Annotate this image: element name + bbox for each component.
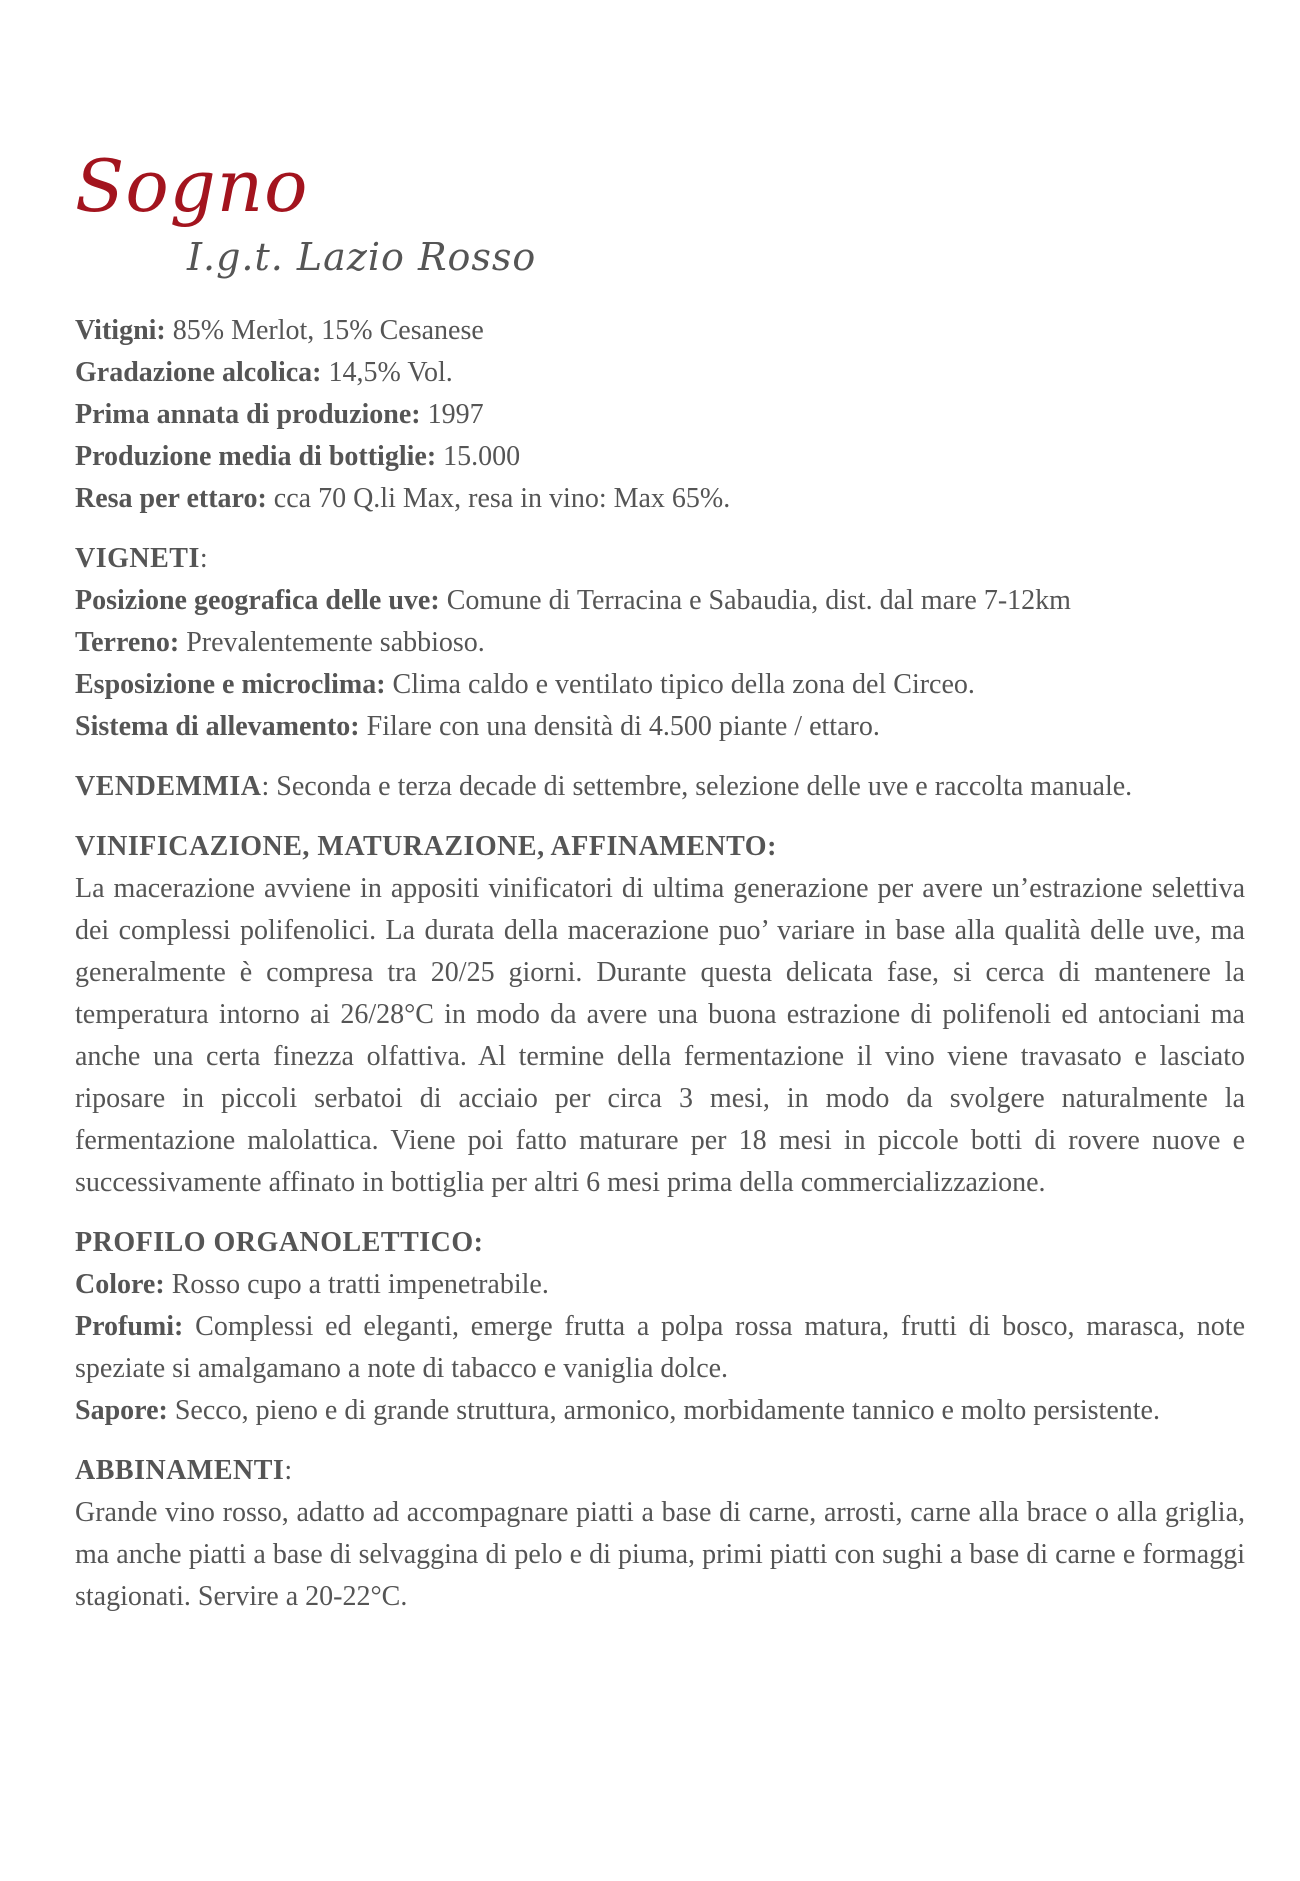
spec-label: Resa per ettaro: [75,483,267,514]
vigneti-label: Esposizione e microclima: [75,669,386,700]
wine-sheet [75,144,1245,1618]
vigneti-heading [75,538,1245,580]
spec-line [75,436,1245,478]
abbinamenti-heading-colon: : [284,1455,293,1486]
vigneti-heading-colon: : [199,543,209,574]
profilo-value: Secco, pieno e di grande struttura, armonico, morbidamente tannico e molto persistente. [174,1395,1160,1426]
abbinamenti-heading-text: ABBINAMENTI [75,1455,285,1486]
profilo-label: Colore: [75,1269,165,1300]
vendemmia-paragraph [75,766,1245,808]
vigneti-value: Filare con una densità di 4.500 piante / ettaro. [366,711,880,742]
profilo-line [75,1306,1245,1390]
title-block [75,144,1245,310]
vigneti-heading-text: VIGNETI [75,543,200,574]
vendemmia-heading: VENDEMMIA [75,771,262,802]
vigneti-value: Prevalentemente sabbioso. [186,627,485,658]
profilo-value: Complessi ed eleganti, emerge frutta a polpa rossa matura, frutti di bosco, marasca, note speziate si amalgamano a note di tabacco e vaniglia dolce. [75,1311,1245,1384]
specs-list [75,310,1245,520]
vigneti-line [75,580,1245,622]
profilo-line [75,1264,1245,1306]
vigneti-section [75,538,1245,748]
spec-value: 14,5% Vol. [328,357,453,388]
spec-line [75,352,1245,394]
vigneti-line [75,706,1245,748]
wine-denomination: I.g.t. Lazio Rosso [187,235,537,279]
spec-line [75,310,1245,352]
spec-label: Prima annata di produzione: [75,399,421,430]
vigneti-line [75,622,1245,664]
spec-value: 85% Merlot, 15% Cesanese [172,315,484,346]
vigneti-label: Sistema di allevamento: [75,711,360,742]
vigneti-value: Clima caldo e ventilato tipico della zona del Circeo. [392,669,975,700]
profilo-section [75,1222,1245,1432]
spec-label: Vitigni: [75,315,166,346]
spec-label: Produzione media di bottiglie: [75,441,437,472]
spec-label: Gradazione alcolica: [75,357,322,388]
abbinamenti-heading [75,1450,1245,1492]
abbinamenti-text: Grande vino rosso, adatto ad accompagnare piatti a base di carne, arrosti, carne alla brace o alla griglia, ma anche piatti a base di selvaggina di pelo e di piuma, primi piatti con sughi a base di carne e formaggi stagionati. Servire a 20-22°C. [75,1497,1245,1612]
vinificazione-heading: VINIFICAZIONE, MATURAZIONE, AFFINAMENTO: [75,831,777,862]
spec-value: cca 70 Q.li Max, resa in vino: Max 65%. [273,483,731,514]
abbinamenti-section [75,1450,1245,1618]
profilo-heading: PROFILO ORGANOLETTICO: [75,1227,484,1258]
profilo-line [75,1390,1245,1432]
vigneti-label: Terreno: [75,627,180,658]
vendemmia-text: : Seconda e terza decade di settembre, selezione delle uve e raccolta manuale. [261,771,1133,802]
vigneti-value: Comune di Terracina e Sabaudia, dist. dal mare 7-12km [446,585,1071,616]
vigneti-line [75,664,1245,706]
vinificazione-text: La macerazione avviene in appositi vinificatori di ultima generazione per avere un’estrazione selettiva dei complessi polifenolici. La durata della macerazione puo’ variare in base alla qualità delle uve, ma generalmente è compresa tra 20/25 giorni. Durante questa delicata fase, si cerca di mantenere la temperatura intorno ai 26/28°C in modo da avere una buona estrazione di polifenoli ed antociani ma anche una certa finezza olfattiva. Al termine della fermentazione il vino viene travasato e lasciato riposare in piccoli serbatoi di acciaio per circa 3 mesi, in modo da svolgere naturalmente la fermentazione malolattica. Viene poi fatto maturare per 18 mesi in piccole botti di rovere nuove e successivamente affinato in bottiglia per altri 6 mesi prima della commercializzazione. [75,873,1245,1198]
wine-name: Sogno [75,144,309,228]
spec-line [75,478,1245,520]
profilo-label: Profumi: [75,1311,184,1342]
spec-value: 15.000 [443,441,521,472]
vigneti-label: Posizione geografica delle uve: [75,585,440,616]
spec-value: 1997 [427,399,484,430]
vinificazione-section [75,826,1245,1204]
profilo-label: Sapore: [75,1395,168,1426]
profilo-value: Rosso cupo a tratti impenetrabile. [171,1269,549,1300]
vendemmia-section [75,766,1245,808]
spec-line [75,394,1245,436]
